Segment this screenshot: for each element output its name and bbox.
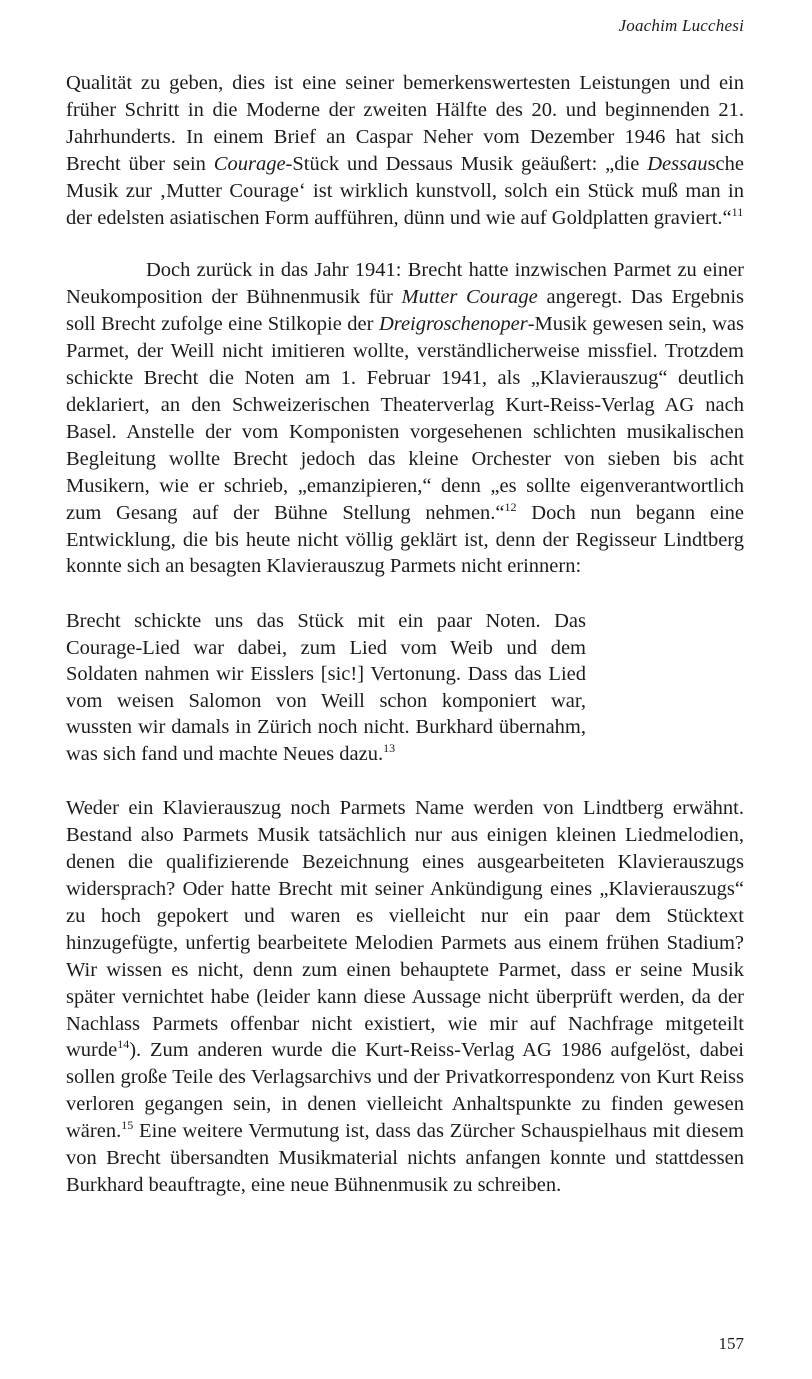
page-number: 157: [718, 1334, 744, 1353]
text-run: -Musik gewesen sein, was Parmet, der Weill nicht imitieren wollte, verständlicherweise missfiel. Trotzdem schickte Brecht die Noten am 1. Februar 1941, als „Klavierauszug“ deutlich deklariert, an den Schweizerischen Theaterverlag Kurt-Reiss-Verlag AG nach Basel. Anstelle der vom Komponisten vorgesehenen schlichten musikalischen Begleitung wollte Brecht jedoch das kleine Orchester von sieben bis acht Musikern, wie er schrieb, „emanzipieren,“ denn „es sollte eigenverantwortlich zum Gesang auf der Bühne Stellung nehmen.“: [66, 313, 744, 524]
text-run: -Stück und Dessaus Musik geäußert: „die: [285, 152, 648, 175]
footnote-ref-12: 12: [504, 499, 517, 514]
paragraph-2: [66, 257, 744, 580]
text-run: ). Zum anderen wurde die Kurt-Reiss-Verlag AG 1986 aufgelöst, dabei sollen große Teile des Verlagsarchivs und der Privatkorrespondenz von Kurt Reiss verloren gegangen sein, in denen vielleicht Anhaltspunkte zu finden gewesen wären.: [66, 1039, 744, 1143]
text-run: angeregt. Das Ergebnis soll Brecht zufolge eine Stilkopie der: [66, 286, 745, 336]
footnote-ref-14: 14: [117, 1037, 130, 1052]
text-run: Qualität zu geben, dies ist eine seiner bemerkenswertesten Leistungen und ein früher Schritt in die Moderne der zweiten Hälfte des 20. und beginnenden 21. Jahrhunderts. In einem Brief an Caspar Neher vom Dezember 1946 hat sich Brecht über sein: [66, 72, 744, 175]
text-run: Eine weitere Vermutung ist, dass das Zürcher Schauspielhaus mit diesem von Brecht übersandten Musikmaterial nichts anfangen konnte und stattdessen Burkhard beauftragte, eine neue Bühnenmusik zu schreiben.: [66, 1120, 744, 1196]
paragraph-1: [66, 70, 744, 231]
footnote-ref-11: 11: [731, 204, 744, 219]
footnote-ref-13: 13: [383, 740, 396, 755]
text-run: Doch nun begann eine Entwicklung, die bis heute nicht völlig geklärt ist, denn der Regisseur Lindtberg konnte sich an besagten Klavierauszug Parmets nicht erinnern:: [66, 501, 744, 578]
text-run: Doch zurück in das Jahr 1941: Brecht hatte inzwischen Parmet zu einer Neukomposition der Bühnenmusik für: [66, 259, 744, 309]
italic-run: Dessau: [647, 152, 708, 175]
italic-run: Dreigroschenoper: [378, 313, 528, 336]
paragraph-3: [66, 795, 744, 1199]
text-run: Weder ein Klavierauszug noch Parmets Name werden von Lindtberg erwähnt. Bestand also Parmets Musik tatsächlich nur aus einigen kleinen Liedmelodien, denen die qualifizierende Bezeichnung eines ausgearbeiteten Klavierauszugs widersprach? Oder hatte Brecht mit seiner Ankündigung eines „Klavierauszugs“ zu hoch gepokert und waren es vielleicht nur ein paar dem Stücktext hinzugefügte, unfertig bearbeitete Melodien Parmets aus einem frühen Stadium? Wir wissen es nicht, denn zum einen behauptete Parmet, dass er seine Musik später vernichtet habe (leider kann diese Aussage nicht überprüft werden, da der Nachlass Parmets offenbar nicht existiert, wie mir auf Nachfrage mitgeteilt wurde: [66, 797, 744, 1062]
running-header-author: Joachim Lucchesi: [618, 16, 744, 35]
text-run: sche Musik zur ‚Mutter Courage‘ ist wirklich kunstvoll, solch ein Stück muß man in der edelsten asiatischen Form aufführen, dünn und wie auf Goldplatten graviert.“: [66, 152, 744, 229]
italic-run: Mutter Courage: [401, 286, 538, 309]
block-quote: [66, 608, 586, 767]
body-text: [66, 70, 744, 1199]
italic-run: Courage: [213, 152, 286, 175]
footnote-ref-15: 15: [121, 1118, 134, 1133]
quote-text: Brecht schickte uns das Stück mit ein paar Noten. Das Courage-Lied war dabei, zum Lied vom Weib und dem Soldaten nahmen wir Eisslers [sic!] Vertonung. Dass das Lied vom weisen Salomon von Weill schon komponiert war, wussten wir damals in Zürich noch nicht. Burkhard übernahm, was sich fand und machte Neues dazu.: [66, 610, 586, 765]
